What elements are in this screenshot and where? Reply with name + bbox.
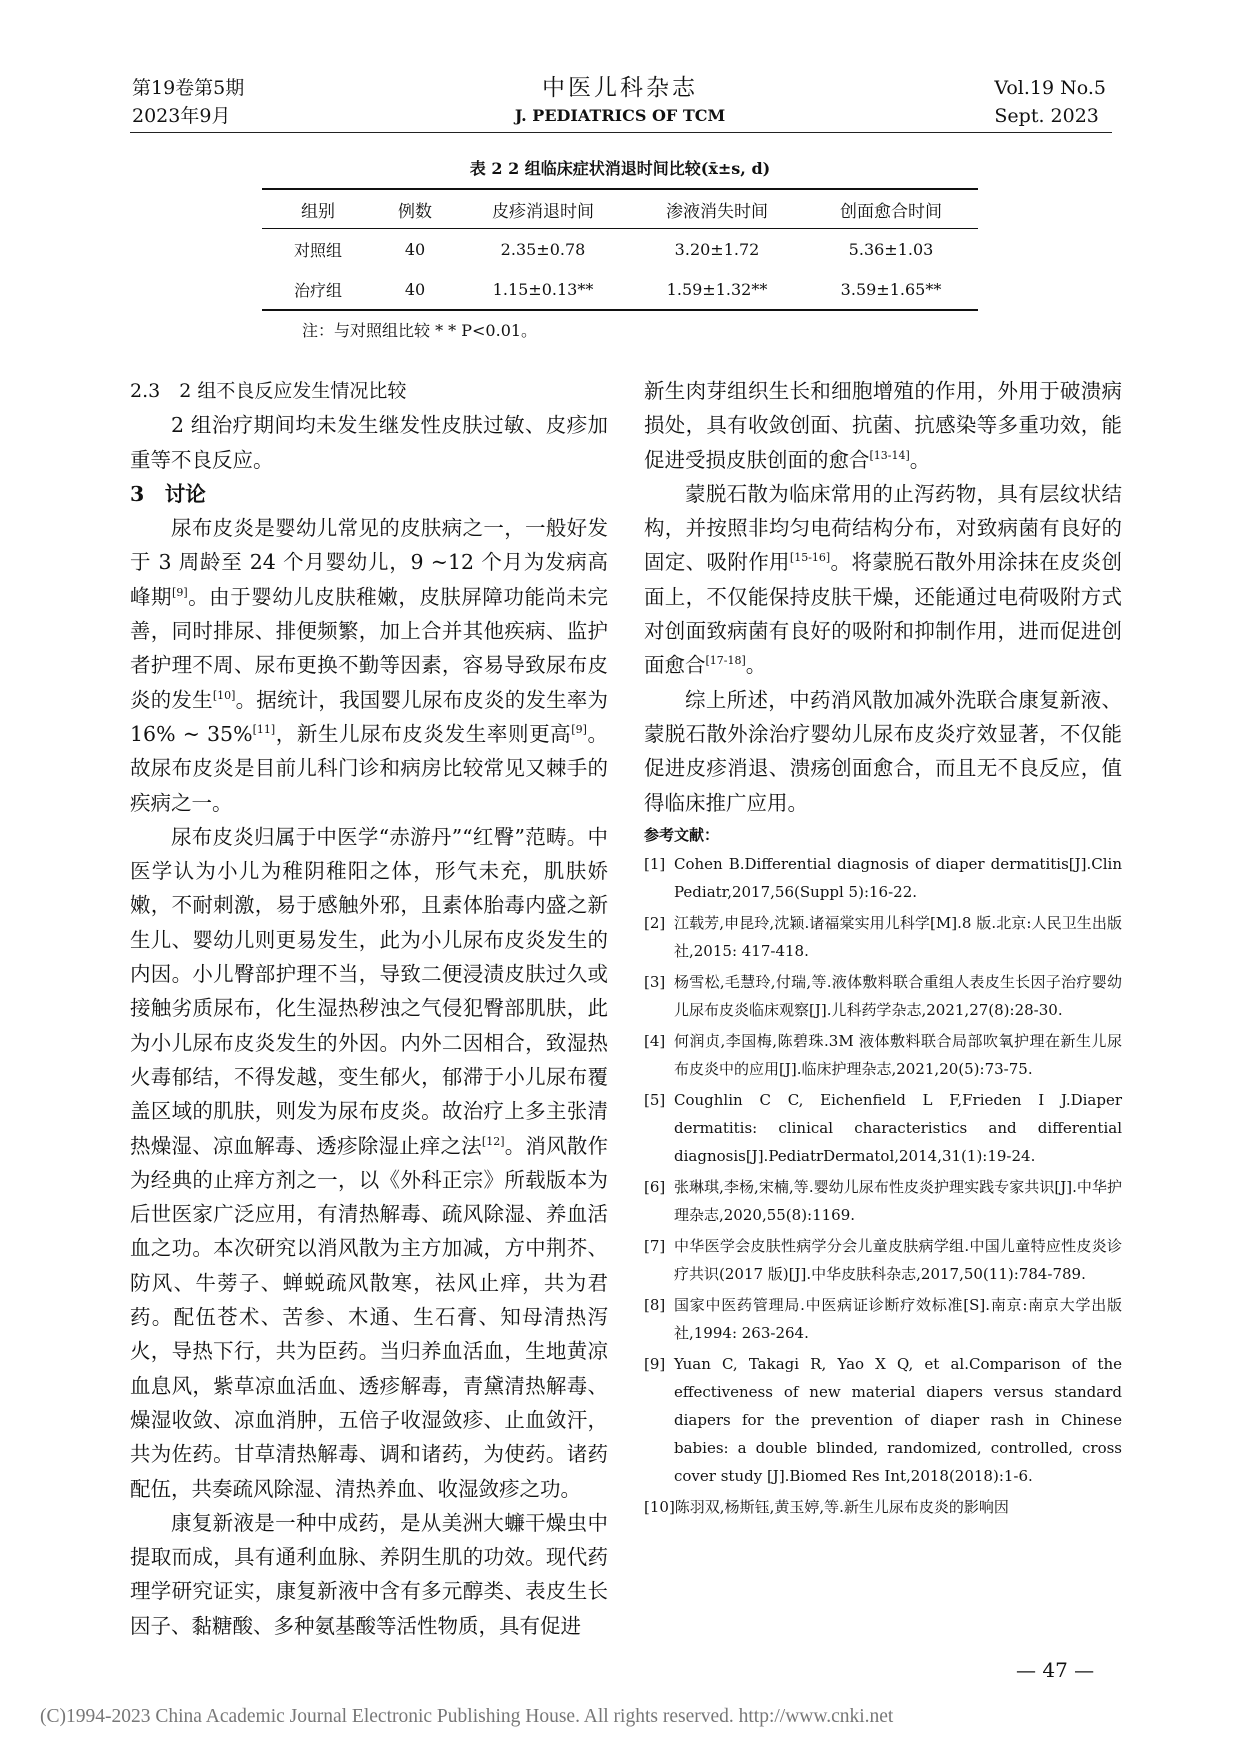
reference-item: [8] 国家中医药管理局.中医病证诊断疗效标准[S].南京:南京大学出版社,1994: 263-264.: [644, 1295, 1122, 1342]
journal-title-cn: 中医儿科杂志: [542, 75, 698, 101]
table-row: [262, 269, 978, 310]
references-list: [644, 850, 1122, 1521]
table-cell: 1.59±1.32**: [630, 269, 804, 310]
paragraph-discussion-2: 尿布皮炎归属于中医学“赤游丹”“红臀”范畴。中医学认为小儿为稚阴稚阳之体，形气未充，肌肤娇嫩，不耐刺激，易于感触外邪，且素体胎毒内盛之新生儿、婴幼儿则更易发生，此为小儿尿布皮炎发生的内因。小儿臀部护理不当，导致二便浸渍皮肤过久或接触劣质尿布，化生湿热秽浊之气侵犯臀部肌肤，此为小儿尿布皮炎发生的外因。内外二因相合，致湿热火毒郁结，不得发越，变生郁火，郁滞于小儿尿布覆盖区域的肌肤，则发为尿布皮炎。故治疗上多主张清热燥湿、凉血解毒、透疹除湿止痒之法[12]。消风散作为经典的止痒方剂之一，以《外科正宗》所载版本为后世医家广泛应用，有清热解毒、疏风除湿、养血活血之功。本次研究以消风散为主方加减，方中荆芥、防风、牛蒡子、蝉蜕疏风散寒，祛风止痒，共为君药。配伍苍术、苦参、木通、生石膏、知母清热泻火，导热下行，共为臣药。当归养血活血，生地黄凉血息风，紫草凉血活血、透疹解毒，青黛清热解毒、燥湿收敛、凉血消肿，五倍子收湿敛疹、止血敛汗，共为佐药。甘草清热解毒、调和诸药，为使药。诸药配伍，共奏疏风除湿、清热养血、收湿敛疹之功。: [130, 824, 609, 1501]
reference-item: [1] Cohen B.Differential diagnosis of diaper dermatitis[J].Clin Pediatr,2017,56(Suppl 5):16-22.: [644, 854, 1122, 901]
citation: [9]: [172, 585, 188, 599]
citation: [13-14]: [869, 448, 910, 462]
reference-item: [9] Yuan C, Takagi R, Yao X Q, et al.Comparison of the effectiveness of new material diapers versus standard diapers for the prevention of diaper rash in Chinese babies: a double blinded, randomized, controlled, cross cover study [J].Biomed Res Int,2018(2018):1-6.: [644, 1354, 1122, 1485]
table-cell: 治疗组: [262, 269, 374, 310]
table-cell: 3.20±1.72: [674, 239, 760, 259]
table-row: [262, 229, 978, 270]
table-header-cell: 组别: [262, 189, 374, 229]
running-header-right: [994, 74, 1106, 130]
section-heading-2-3: 2.3 2 组不良反应发生情况比较: [130, 380, 407, 402]
citation: [11]: [252, 723, 276, 737]
running-header-left: [132, 74, 244, 130]
section-heading-3: 3 讨论: [130, 481, 206, 506]
table-cell: 1.15±0.13**: [456, 269, 630, 310]
running-header-center: [420, 74, 820, 130]
reference-item: [6] 张琳琪,李杨,宋楠,等.婴幼儿尿布性皮炎护理实践专家共识[J].中华护理杂志,2020,55(8):1169.: [644, 1177, 1122, 1224]
table-header-cell: 创面愈合时间: [804, 189, 978, 229]
paragraph-discussion-3: 康复新液是一种中成药，是从美洲大蠊干燥虫中提取而成，具有通利血脉、养阴生肌的功效。现代药理学研究证实，康复新液中含有多元醇类、表皮生长因子、黏糖酸、多种氨基酸等活性物质，具有促进: [130, 1510, 608, 1638]
citation: [12]: [481, 1134, 505, 1148]
journal-title-en: J. PEDIATRICS OF TCM: [514, 106, 726, 125]
table-header-cell: 渗液消失时间: [630, 189, 804, 229]
right-column: [644, 374, 1122, 1524]
citation: [10]: [212, 688, 236, 702]
reference-item: [7] 中华医学会皮肤性病学分会儿童皮肤病学组.中国儿童特应性皮炎诊疗共识(2017 版)[J].中华皮肤科杂志,2017,50(11):784-789.: [644, 1236, 1122, 1283]
reference-item: [2] 江载芳,申昆玲,沈颖.诸福棠实用儿科学[M].8 版.北京:人民卫生出版社,2015: 417-418.: [644, 913, 1122, 960]
table-cell: 对照组: [293, 240, 342, 260]
table-header-cell: 例数: [374, 189, 456, 229]
reference-item: [4] 何润贞,李国梅,陈碧珠.3M 液体敷料联合局部吹氧护理在新生儿尿布皮炎中的应用[J].临床护理杂志,2021,20(5):73-75.: [644, 1031, 1122, 1078]
citation: [15-16]: [789, 551, 831, 565]
table-header-row: [262, 189, 978, 229]
reference-item: [3] 杨雪松,毛慧玲,付瑞,等.液体敷料联合重组人表皮生长因子治疗婴幼儿尿布皮炎临床观察[J].儿科药学杂志,2021,27(8):28-30.: [644, 972, 1122, 1019]
left-column: [130, 374, 608, 1643]
citation: [9]: [571, 723, 587, 737]
paragraph-discussion-3-cont: 新生肉芽组织生长和细胞增殖的作用，外用于破溃病损处，具有收敛创面、抗菌、抗感染等多重功效，能促进受损皮肤创面的愈合[13-14]。: [644, 379, 1122, 472]
header-date: 2023年9月: [132, 105, 231, 127]
paragraph-conclusion: 综上所述，中药消风散加减外洗联合康复新液、蒙脱石散外涂治疗婴幼儿尿布皮炎疗效显著，不仅能促进皮疹消退、溃疡创面愈合，而且无不良反应，值得临床推广应用。: [644, 687, 1122, 815]
table-cell: 3.59±1.65**: [804, 269, 978, 310]
page-number: — 47 —: [1016, 1658, 1095, 1682]
header-date-en: Sept. 2023: [994, 105, 1099, 127]
table-cell: 5.36±1.03: [848, 239, 934, 259]
paragraph-discussion-1: 尿布皮炎是婴幼儿常见的皮肤病之一，一般好发于 3 周龄至 24 个月婴幼儿，9 ~12 个月为发病高峰期[9]。由于婴幼儿皮肤稚嫩，皮肤屏障功能尚未完善，同时排尿、排便频繁，加上合并其他疾病、监护者护理不周、尿布更换不勤等因素，容易导致尿布皮炎的发生[10]。据统计，我国婴儿尿布皮炎的发生率为 16% ~ 35%[11]，新生儿尿布皮炎发生率则更高[9]。故尿布皮炎是目前儿科门诊和病房比较常见又棘手的疾病之一。: [130, 516, 609, 815]
copyright-notice: (C)1994-2023 China Academic Journal Electronic Publishing House. All rights reserved. http://www.cnki.net: [40, 1706, 894, 1727]
table-cell: 40: [374, 269, 456, 310]
table-header-cell: 皮疹消退时间: [456, 189, 630, 229]
citation: [17-18]: [705, 654, 746, 668]
reference-item: [5] Coughlin C C, Eichenfield L F,Frieden I J.Diaper dermatitis: clinical characteristics and differential diagnosis[J].PediatrDermatol,2014,31(1):19-24.: [644, 1090, 1122, 1165]
header-volume: 第19卷第5期: [132, 77, 245, 99]
references-heading: 参考文献：: [644, 825, 720, 844]
table-2: [262, 188, 978, 311]
table-cell: 2.35±0.78: [500, 239, 586, 259]
table-cell: 40: [404, 239, 426, 259]
header-rule: [130, 132, 1112, 133]
paragraph-adverse-reactions: 2 组治疗期间均未发生继发性皮肤过敏、皮疹加重等不良反应。: [130, 413, 608, 472]
table-note: 注：与对照组比较 * * P<0.01。: [302, 321, 538, 340]
reference-item: [10] 陈羽双,杨斯钰,黄玉婷,等.新生儿尿布皮炎的影响因: [644, 1497, 1009, 1516]
paragraph-discussion-4: 蒙脱石散为临床常用的止泻药物，具有层纹状结构，并按照非均匀电荷结构分布，对致病菌有良好的固定、吸附作用[15-16]。将蒙脱石散外用涂抹在皮炎创面上，不仅能保持皮肤干燥，还能通过电荷吸附方式对创面致病菌有良好的吸附和抑制作用，进而促进创面愈合[17-18]。: [644, 481, 1123, 678]
table-title: 表 2 2 组临床症状消退时间比较(x̄±s, d): [469, 159, 771, 178]
header-volume-en: Vol.19 No.5: [994, 77, 1106, 99]
